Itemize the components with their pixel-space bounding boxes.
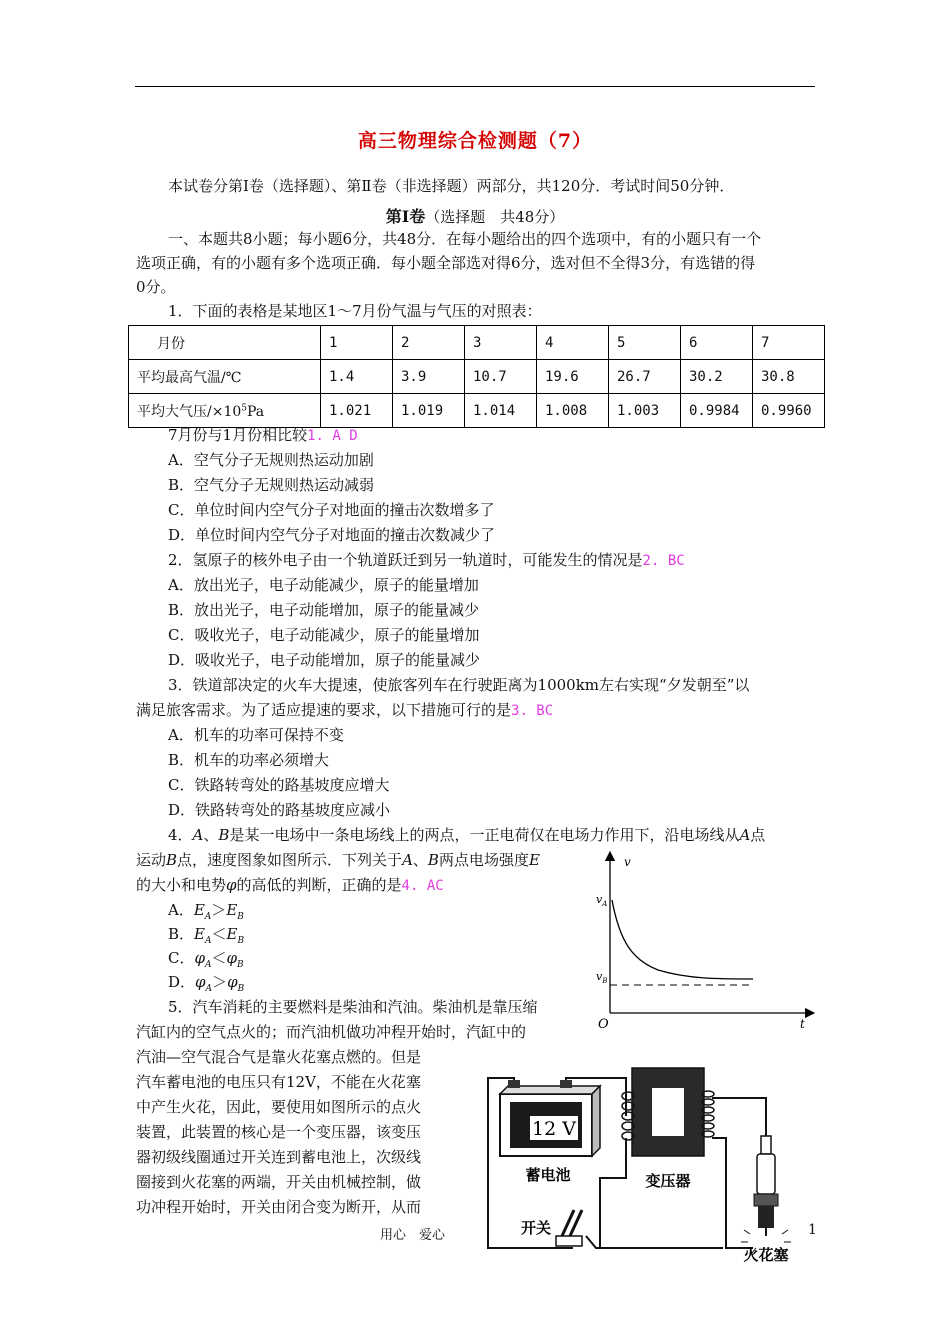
q1-stem: 1．下面的表格是某地区1～7月份气温与气压的对照表： [168,302,542,320]
vb-subscript: B [602,977,608,985]
q1-option-a: A．空气分子无规则热运动加剧 [168,451,374,469]
table-cell: 10.7 [465,360,537,394]
pressure-label-text: 平均大气压/×10 [137,403,242,420]
table-cell: 0.9960 [753,394,825,428]
q3-option-a: A．机车的功率可保持不变 [168,726,344,744]
q4-text: 两点电场强度 [438,851,529,869]
potential-symbol: φ [194,949,205,967]
field-symbol: E [226,901,238,919]
q2-stem [168,551,685,570]
q1-answer: 1. A D [307,428,358,444]
table-cell: 3 [465,326,537,360]
potential-symbol: φ [227,973,238,991]
table-row [129,360,825,394]
transformer-label: 变压器 [645,1172,691,1190]
subscript: B [237,960,244,970]
climate-table [128,325,825,428]
spark-plug-label: 火花塞 [743,1246,789,1264]
field-symbol: E [194,925,205,943]
q5-line-4: 汽车蓄电池的电压只有12V，不能在火花塞 [136,1073,421,1091]
q5-line-3: 汽油—空气混合气是靠火花塞点燃的。但是 [136,1048,422,1066]
table-cell: 1.021 [321,394,393,428]
table-cell: 1.003 [609,394,681,428]
option-letter: B． [168,925,195,943]
section-detail: （选择题 共48分） [425,208,565,226]
q5-line-6: 装置，此装置的核心是一个变压器，该变压 [136,1123,422,1141]
q5-line-7: 器初级线圈通过开关连到蓄电池上，次级线 [136,1148,422,1166]
va-label [596,893,607,908]
potential-symbol: φ [195,973,206,991]
point-b-label: B [218,826,230,844]
option-letter: C． [168,949,195,967]
q4-text: 点 [750,826,766,844]
relation: ＞ [211,901,227,919]
wire [600,1138,626,1248]
q3-option-c: C．铁路转弯处的路基坡度应增大 [168,776,390,794]
vb-symbol: v [596,970,603,983]
field-symbol: E [528,851,540,869]
table-cell: 6 [681,326,753,360]
instructions-line-2: 选项正确，有的小题有多个选项正确．每小题全部选对得6分，选对但不全得3分，有选错的得 [136,254,756,272]
q5-line-5: 中产生火花，因此，要使用如图所示的点火 [136,1098,422,1116]
subscript: A [205,960,212,970]
table-cell: 4 [537,326,609,360]
q1-question-text: 7月份与1月份相比较 [168,426,308,444]
q3-stem-line-2 [136,701,553,720]
velocity-curve [612,900,753,979]
option-letter: D． [168,973,196,991]
section-name: 第Ⅰ卷 [385,207,426,226]
q2-stem-text: 2．氢原子的核外电子由一个轨道跃迁到另一轨道时，可能发生的情况是 [168,551,643,569]
wire [586,1236,723,1248]
q3-stem-line-1: 3．铁道部决定的火车大提速，使旅客列车在行驶距离为1000km左右实现“夕发朝至”以 [168,676,750,694]
q3-stem-text: 满足旅客需求。为了适应提速的要求，以下措施可行的是 [136,701,512,719]
ignition-circuit-figure [478,1058,808,1266]
q5-line-9: 功冲程开始时，开关由闭合变为断开，从而 [136,1198,422,1216]
table-row [129,326,825,360]
t-axis-label: t [800,1017,805,1031]
pressure-exponent: 5 [241,402,247,413]
table-cell: 19.6 [537,360,609,394]
table-cell: 30.2 [681,360,753,394]
point-a-label: A [402,851,413,869]
q3-answer: 3. BC [511,703,554,719]
q4-text: 运动 [136,851,167,869]
subscript: B [237,936,245,946]
q2-option-c: C．吸收光子，电子动能减少，原子的能量增加 [168,626,480,644]
pressure-unit: Pa [247,403,265,420]
intro-text: 本试卷分第Ⅰ卷（选择题）、第Ⅱ卷（非选择题）两部分，共120分．考试时间50分钟． [168,177,735,195]
q1-option-c: C．单位时间内空气分子对地面的撞击次数增多了 [168,501,495,519]
q4-text: 点，速度图象如图所示．下列关于 [177,851,403,869]
wire [712,1098,766,1138]
velocity-time-graph [588,848,828,1034]
header-rule [135,86,815,87]
q4-text: 4． [168,826,193,844]
q3-option-d: D．铁路转弯处的路基坡度应减小 [168,801,391,819]
origin-label: O [598,1017,609,1032]
subscript: A [205,984,213,994]
point-b-label: B [166,851,178,869]
q4-text: 、 [203,826,219,844]
v-axis-label: v [624,855,631,869]
va-subscript: A [602,900,608,908]
q1-option-d: D．单位时间内空气分子对地面的撞击次数减少了 [168,526,496,544]
q4-option-b [168,925,244,950]
battery-voltage-label: 12 V [532,1118,576,1140]
q2-answer: 2. BC [642,553,685,569]
q4-answer: 4. AC [401,878,444,894]
subscript: A [204,912,212,922]
q3-option-b: B．机车的功率必须增大 [168,751,330,769]
footer-text: 用心 爱心 [380,1228,446,1243]
row-label-temperature: 平均最高气温/℃ [129,360,321,394]
q4-stem-line-3 [136,876,444,895]
table-row [129,394,825,428]
point-b-label: B [427,851,439,869]
row-label-pressure [129,394,321,428]
section-heading [0,204,950,227]
q4-stem-line-1 [168,826,765,844]
table-cell: 26.7 [609,360,681,394]
transformer [622,1068,714,1156]
q2-option-a: A．放出光子，电子动能减少，原子的能量增加 [168,576,479,594]
q2-option-b: B．放出光子，电子动能增加，原子的能量减少 [168,601,480,619]
table-cell: 3.9 [393,360,465,394]
table-cell: 0.9984 [681,394,753,428]
table-cell: 2 [393,326,465,360]
relation: ＜ [211,925,227,943]
page-title: 高三物理综合检测题（7） [357,130,593,152]
spark-plug [741,1136,791,1253]
q1-question [168,426,358,445]
point-a-label: A [192,826,204,844]
q4-stem-line-2 [136,851,540,869]
instructions-line-1: 一、本题共8小题；每小题6分，共48分．在每小题给出的四个选项中，有的小题只有一个 [168,230,762,248]
q4-text: 的大小和电势 [136,876,227,894]
va-symbol: v [596,893,603,906]
table-cell: 1.008 [537,394,609,428]
option-letter: A． [168,901,194,919]
vb-label [596,970,607,985]
relation: ＞ [212,973,228,991]
q5-line-1: 5．汽车消耗的主要燃料是柴油和汽油。柴油机是靠压缩 [168,998,538,1016]
switch-label: 开关 [520,1219,552,1237]
field-symbol: E [193,901,205,919]
q1-option-b: B．空气分子无规则热运动减弱 [168,476,375,494]
q4-text: 的高低的判断，正确的是 [236,876,402,894]
q4-text: 是某一电场中一条电场线上的两点，一正电荷仅在电场力作用下，沿电场线从 [229,826,740,844]
field-symbol: E [226,925,238,943]
instructions-line-3: 0分。 [136,278,176,296]
battery-label: 蓄电池 [525,1166,571,1184]
potential-symbol: φ [226,876,237,894]
table-header-month: 月份 [129,326,321,360]
table-cell: 30.8 [753,360,825,394]
q4-option-c [168,949,244,974]
relation: ＜ [211,949,227,967]
table-cell: 1.4 [321,360,393,394]
subscript: A [204,936,212,946]
table-cell: 1 [321,326,393,360]
table-cell: 1.019 [393,394,465,428]
q5-line-8: 圈接到火花塞的两端，开关由机械控制，做 [136,1173,422,1191]
point-a-label: A [739,826,751,844]
table-cell: 7 [753,326,825,360]
page-number: 1 [808,1222,817,1238]
q4-text: 、 [412,851,428,869]
q5-line-2: 汽缸内的空气点火的；而汽油机做功冲程开始时，汽缸中的 [136,1023,527,1041]
q4-option-a [168,901,244,926]
q2-option-d: D．吸收光子，电子动能增加，原子的能量减少 [168,651,481,669]
switch [556,1210,582,1246]
subscript: B [237,984,245,994]
q4-option-d [168,973,244,998]
table-cell: 1.014 [465,394,537,428]
potential-symbol: φ [226,949,238,967]
table-cell: 5 [609,326,681,360]
subscript: B [237,912,244,922]
